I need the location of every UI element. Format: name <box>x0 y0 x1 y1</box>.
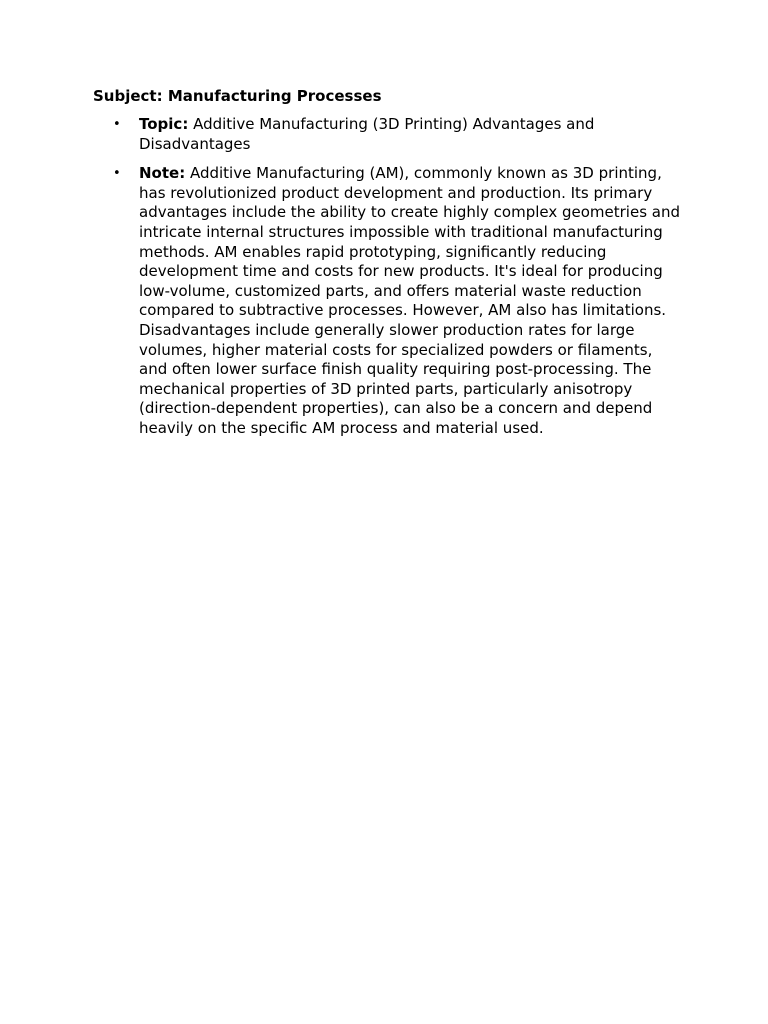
subject-heading <box>93 86 683 106</box>
subject-text: Subject: Manufacturing Processes <box>93 87 382 105</box>
bullet-icon: • <box>113 166 121 182</box>
note-text: Additive Manufacturing (AM), commonly known as 3D printing, has revolutionized product development and production. Its primary advantages include the ability to create highly complex geometries and intricate internal structures impossible with traditional manufacturing methods. AM enables rapid prototyping, significantly reducing development time and costs for new products. It's ideal for producing low-volume, customized parts, and offers material waste reduction compared to subtractive processes. However, AM also has limitations. Disadvantages include generally slower production rates for large volumes, higher material costs for specialized powders or filaments, and often lower surface finish quality requiring post-processing. The mechanical properties of 3D printed parts, particularly anisotropy (direction-dependent properties), can also be a concern and depend heavily on the specific AM process and material used. <box>139 164 681 437</box>
note-label: Note: <box>139 164 186 183</box>
topic-label: Topic: <box>139 115 189 133</box>
list-item-topic <box>93 115 683 154</box>
bullet-icon: • <box>113 117 121 132</box>
list-item-note <box>93 164 683 438</box>
bullet-list <box>93 115 683 439</box>
document-page <box>93 86 683 449</box>
topic-text: Additive Manufacturing (3D Printing) Advantages and Disadvantages <box>139 115 595 153</box>
